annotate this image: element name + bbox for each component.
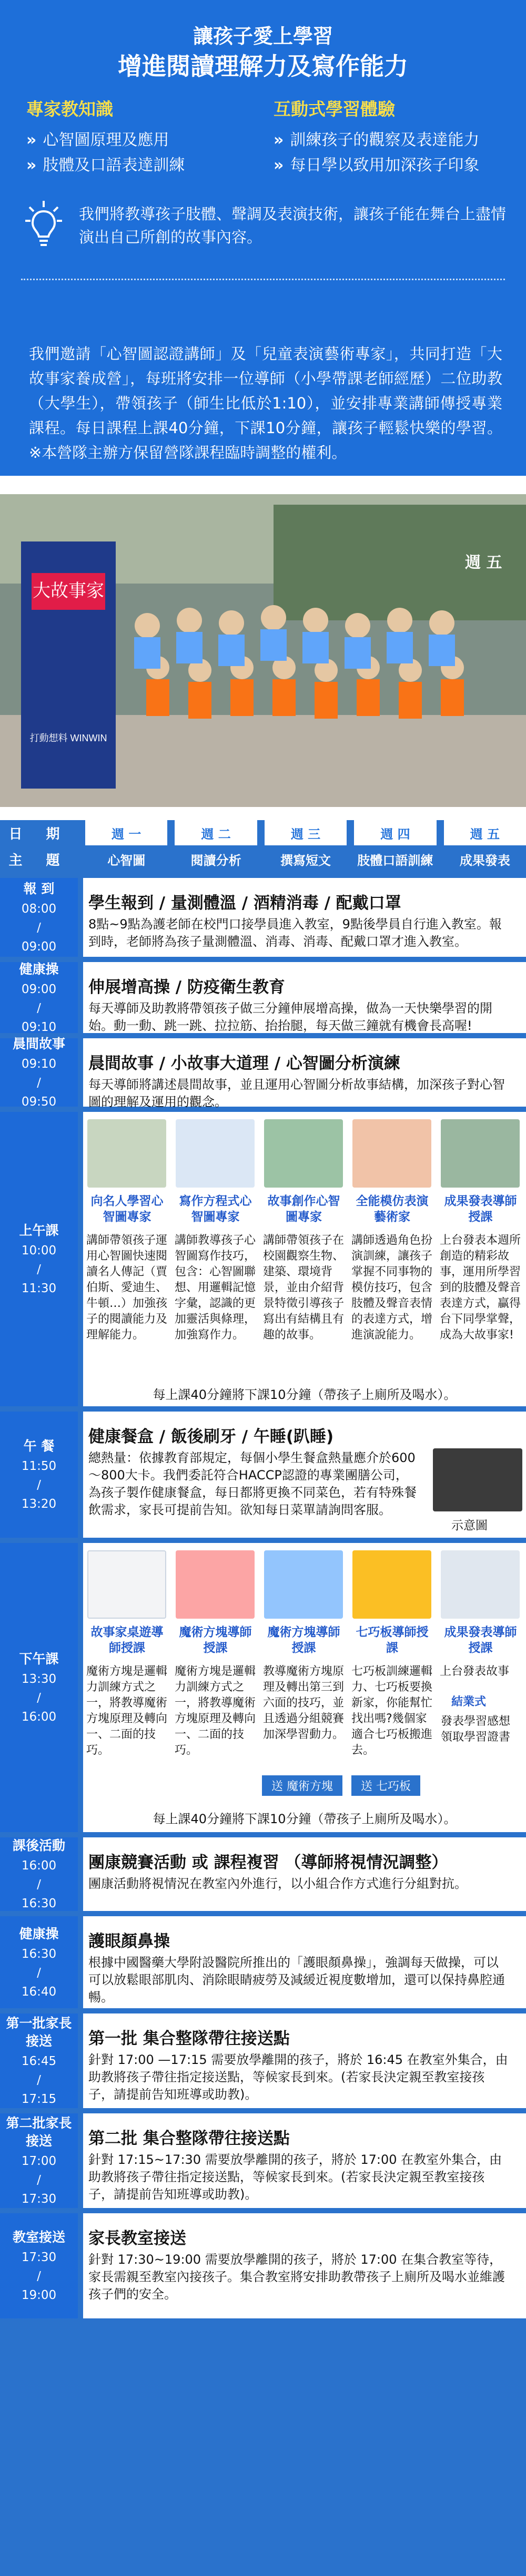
slot-name: 健康操 [19,1926,59,1941]
block-content [83,2113,526,2208]
card-image [264,1119,343,1188]
card-title: 故事創作心智圖專家 [267,1194,340,1224]
slot-end: 16:30 [21,1897,57,1910]
schedule-block-lunch [0,1412,526,1538]
days-label: 日 期 [8,826,69,842]
sub-title: 增進閱讀理解力及寫作能力 [118,52,408,80]
card-image [441,1119,520,1188]
time-slot [0,962,78,1033]
time-slot [0,2013,78,2108]
block-text: 每天導師將講述晨間故事，並且運用心智圖分析故事結構，加深孩子對心智圖的理解及運用的觀念。 [88,1077,505,1109]
gift-tag: 送 七巧板 [351,1775,420,1796]
schedule-block-pickup-first [0,2013,526,2108]
slot-separator: / [37,1001,41,1015]
dotted-divider [21,279,505,280]
card-title: 魔術方塊導師授課 [267,1626,340,1655]
break-note: 每上課40分鐘將下課10分鐘（帶孩子上廁所及喝水）。 [153,1812,457,1826]
card-text: 魔術方塊是邏輯力訓練方式之一，將教導魔術方塊原理及轉向一、二面的技巧。 [86,1665,168,1757]
slot-end: 09:10 [21,1020,57,1034]
topic-cell: 成果發表 [444,846,526,872]
block-text: 針對 17:15~17:30 需要放學離開的孩子，將於 17:00 在教室外集合，由助教將孩子帶往指定接送點，等候家長到來。(若家長決定親至教室接孩子，請提前告知班導或助教)。 [88,2152,502,2202]
intro-text: 我們將教導孩子肢體、聲調及表演技術，讓孩子能在舞台上盡情演出自己所創的故事內容。 [79,205,507,246]
block-title: 團康競賽活動 或 課程複習 （導師將視情況調整） [88,1853,448,1872]
block-content [83,962,526,1033]
block-title: 家長教室接送 [88,2229,186,2248]
block-title: 晨間故事 / 小故事大道理 / 心智圖分析演練 [88,1054,400,1073]
time-slot [0,2213,78,2318]
time-slot [0,878,78,957]
slot-start: 10:00 [21,1244,57,1258]
card-image [87,1119,166,1188]
card-image [176,1550,255,1619]
lunchbox-image [433,1448,522,1511]
slot-name: 第二批家長接送 [6,2115,72,2149]
card-title: 魔術方塊導師授課 [179,1626,252,1655]
gift-tag: 送 魔術方塊 [262,1775,342,1796]
banner-text: 大故事家 [33,581,104,601]
card-title: 向名人學習心智圖專家 [90,1194,164,1224]
card-text: 七巧板訓練邏輯力、七巧板要換新家，你能幫忙找出嗎?幾個家適合七巧板搬進去。 [351,1665,433,1757]
topic-cell: 閱讀分析 [175,846,257,872]
slot-start: 16:30 [21,1947,57,1961]
block-content [83,1038,526,1107]
lightbulb-icon [25,200,62,252]
card-title: 成果發表導師授課 [444,1626,517,1655]
schedule-block-checkin [0,878,526,957]
time-slot [0,2113,78,2208]
slot-end: 16:40 [21,1985,57,1999]
slot-separator: / [37,1478,41,1492]
slot-start: 16:45 [21,2054,57,2068]
slot-name: 第一批家長接送 [6,2016,72,2049]
slot-start: 13:30 [21,1672,57,1686]
slot-end: 11:30 [21,1282,57,1295]
slot-end: 19:00 [21,2288,57,2302]
card-title: 成果發表導師授課 [444,1194,517,1224]
slot-start: 17:00 [21,2154,57,2168]
slot-name: 晨間故事 [12,1036,65,1051]
day-cell: 週 二 [175,820,257,845]
feature-item [274,153,479,178]
card-image [352,1119,431,1188]
card-image [87,1550,166,1619]
schedule-block-eye-exercise [0,1916,526,2008]
feature-item-text: 肢體及口語表達訓練 [43,156,185,175]
block-text: 每天導師及助教將帶領孩子做三分鐘伸展增高操，做為一天快樂學習的開始。動一動、跳一跳、拉拉筋、抬抬腿，每天做三鐘就有機會長高喔! [88,1001,492,1033]
break-note: 每上課40分鐘將下課10分鐘（帶孩子上廁所及喝水）。 [153,1387,457,1402]
feature-column-right [274,96,479,178]
schedule-block-afternoon-class [0,1543,526,1832]
topic-cell: 心智圖 [85,846,167,872]
main-title: 讓孩子愛上學習 [193,25,333,48]
feature-item [26,128,185,153]
time-slot [0,1837,78,1911]
slot-name: 上午課 [19,1223,59,1238]
card-text: 講師帶領孩子運用心智圖快速閱讀名人傳記（賈伯斯、愛迪生、牛頓…）加強孩子的閱讀能力及理解能力。 [86,1234,168,1342]
time-slot [0,1412,78,1538]
slot-name: 報 到 [23,881,55,896]
slot-start: 16:00 [21,1859,57,1873]
card-text: 講師帶領孩子在校園觀察生物、建築、環境背景，並由介紹背景特徵引導孩子寫出有結構且有趣的故事。 [263,1234,345,1342]
day-cell: 週 四 [354,820,436,845]
group-photo-illustration [0,494,526,807]
feature-item [26,153,185,178]
card-title: 寫作方程式心智圖專家 [179,1194,252,1224]
slot-name: 教室接送 [12,2230,65,2245]
group-photo [0,494,526,807]
topic-cell: 撰寫短文 [265,846,347,872]
slot-name: 下午課 [19,1651,59,1667]
block-text: 根據中國醫藥大學附設醫院所推出的「護眼顏鼻操」，強調每天做操，可以可以放鬆眼部肌肉、消除眼睛疲勞及減緩近視度數增加，還可以保持鼻腔通暢。 [88,1955,505,2005]
card-text: 教導魔術方塊原理及轉出第三到六面的技巧，並且透過分組競賽加深學習動力。 [263,1665,345,1741]
card-title: 七巧板導師授課 [356,1626,429,1655]
feature-item-text: 心智圖原理及應用 [43,131,169,149]
hero-banner [0,0,526,476]
slot-start: 09:10 [21,1057,57,1071]
slot-separator: / [37,1966,41,1980]
topic-cell: 肢體口語訓練 [354,846,436,872]
slot-separator: / [37,1691,41,1705]
card-text: 上台發表故事 [440,1665,510,1678]
block-title: 第一批 集合整隊帶往接送點 [88,2029,290,2048]
slot-name: 健康操 [19,961,59,977]
slot-start: 08:00 [21,902,57,916]
time-slot [0,1916,78,2008]
block-text: 針對 17:30~19:00 需要放學離開的孩子，將於 17:00 在集合教室等待，家長需親至教室內接孩子。集合教室將安排助教帶孩子上廁所及喝水並維護孩子們的安全。 [88,2252,505,2302]
day-cell: 週 一 [85,820,167,845]
chevron-icon: » [274,156,284,175]
chevron-icon: » [26,131,37,149]
block-content [83,1543,526,1832]
program-description: 我們邀請「心智圖認證講師」及「兒童表演藝術專家」，共同打造「大故事家養成營」，每班將安排一位導師（小學帶課老師經歷）二位助教（大學生），帶領孩子（師生比低於1:10），並安排專業講師傳授專業課程。每日課程上課40分鐘，下課10分鐘，讓孩子輕鬆快樂的學習。※本營隊主辦方保留營隊課程臨時調整的權利。 [29,345,502,462]
slot-separator: / [37,921,41,935]
feature-heading: 互動式學習體驗 [274,99,395,119]
block-text: 8點~9點為護老師在校門口接學員進入教室，9點後學員自行進入教室。報到時，老師將為孩子量測體溫、消毒、消毒、配戴口罩才進入教室。 [88,917,502,949]
card-text: 講師教導孩子心智圖寫作技巧，包含：心智圖聯想、用邏輯記憶字彙，認識的更加靈活與條理，加強寫作力。 [175,1234,256,1342]
block-title: 第二批 集合整隊帶往接送點 [88,2129,290,2148]
feature-item-text: 每日學以致用加深孩子印象 [290,156,480,175]
schedule-block-after-class [0,1837,526,1911]
slot-name: 午 餐 [23,1438,55,1454]
day-cell: 週 五 [444,820,526,845]
time-slot [0,1038,78,1107]
chevron-icon: » [26,156,37,175]
block-content [83,2013,526,2108]
card-title: 故事家桌遊導師授課 [90,1626,164,1655]
block-content [83,878,526,957]
card-image [352,1550,431,1619]
card-image [441,1550,520,1619]
closing-ceremony-text: 發表學習感想領取學習證書 [441,1715,511,1744]
card-image [264,1550,343,1619]
schedule-block-pickup-second [0,2113,526,2208]
card-text: 上台發表本週所創造的精彩故事，運用所學習到的肢體及聲音表達方式，贏得台下同學掌聲，成為大故事家! [440,1234,521,1342]
block-content [83,1112,526,1406]
feature-item-text: 訓練孩子的觀察及表達能力 [290,131,480,149]
photo-day-label: 週 五 [465,554,502,572]
schedule-block-classroom-pickup [0,2213,526,2318]
topics-label: 主 題 [8,852,69,868]
feature-heading: 專家教知識 [26,99,113,119]
banner-sub-text: 打動想料 WINWIN [29,733,107,743]
card-image [176,1119,255,1188]
time-slot [0,1543,78,1832]
day-cell: 週 三 [265,820,347,845]
slot-separator: / [37,2073,41,2087]
day-header-row [0,820,526,845]
block-text: 針對 17:00 —17:15 需要放學離開的孩子，將於 16:45 在教室外集合，由助教將孩子帶往指定接送點，等候家長到來。(若家長決定親至教室接孩子，請提前告知班導或助教)。 [88,2052,508,2102]
schedule-block-exercise [0,962,526,1033]
block-content [83,1837,526,1911]
topic-header-row [0,846,526,872]
schedule-block-morning-class [0,1112,526,1406]
closing-ceremony-label: 結業式 [451,1695,487,1709]
block-title: 健康餐盒 / 飯後刷牙 / 午睡(趴睡) [88,1427,334,1446]
time-slot [0,1112,78,1406]
slot-separator: / [37,1263,41,1276]
image-caption: 示意圖 [451,1519,488,1532]
slot-separator: / [37,2270,41,2283]
block-title: 護眼顏鼻操 [88,1932,170,1951]
slot-start: 11:50 [21,1459,57,1473]
slot-separator: / [37,1878,41,1892]
slot-end: 17:30 [21,2192,57,2206]
slot-end: 09:50 [21,1095,57,1109]
slot-start: 09:00 [21,982,57,996]
block-text: 總熱量：依據教育部規定，每個小學生餐盒熱量應介於600～800大卡。我們委託符合HACCP認證的專業團膳公司，為孩子製作健康餐盒，每日都將更換不同菜色，若有特殊餐飲需求，家長可提前告知。欲知每日菜單請詢問客服。 [88,1450,417,1517]
slot-end: 16:00 [21,1710,57,1724]
slot-end: 17:15 [21,2092,57,2106]
card-text: 魔術方塊是邏輯力訓練方式之一，將教導魔術方塊原理及轉向一、二面的技巧。 [175,1665,256,1757]
slot-end: 09:00 [21,940,57,954]
card-title: 全能模仿表演藝術家 [356,1194,429,1224]
block-content [83,1412,526,1538]
chevron-icon: » [274,131,284,149]
block-text: 團康活動將視情況在教室內外進行，以小組合作方式進行分組對抗。 [88,1876,467,1891]
schedule-block-morning-story [0,1038,526,1107]
card-text: 講師透過角色扮演訓練，讓孩子掌握不同事物的模仿技巧，包含肢體及聲音表情的表達方式，增進演說能力。 [351,1234,433,1342]
block-title: 伸展增高操 / 防疫衛生教育 [88,978,285,997]
schedule-table [0,820,526,2576]
feature-item [274,128,479,153]
block-content [83,1916,526,2008]
slot-separator: / [37,2173,41,2187]
slot-start: 17:30 [21,2251,57,2264]
slot-name: 課後活動 [12,1838,65,1853]
slot-separator: / [37,1076,41,1090]
block-content [83,2213,526,2318]
slot-end: 13:20 [21,1497,57,1511]
block-title: 學生報到 / 量測體溫 / 酒精消毒 / 配戴口罩 [88,894,401,913]
feature-column-left [26,96,185,178]
